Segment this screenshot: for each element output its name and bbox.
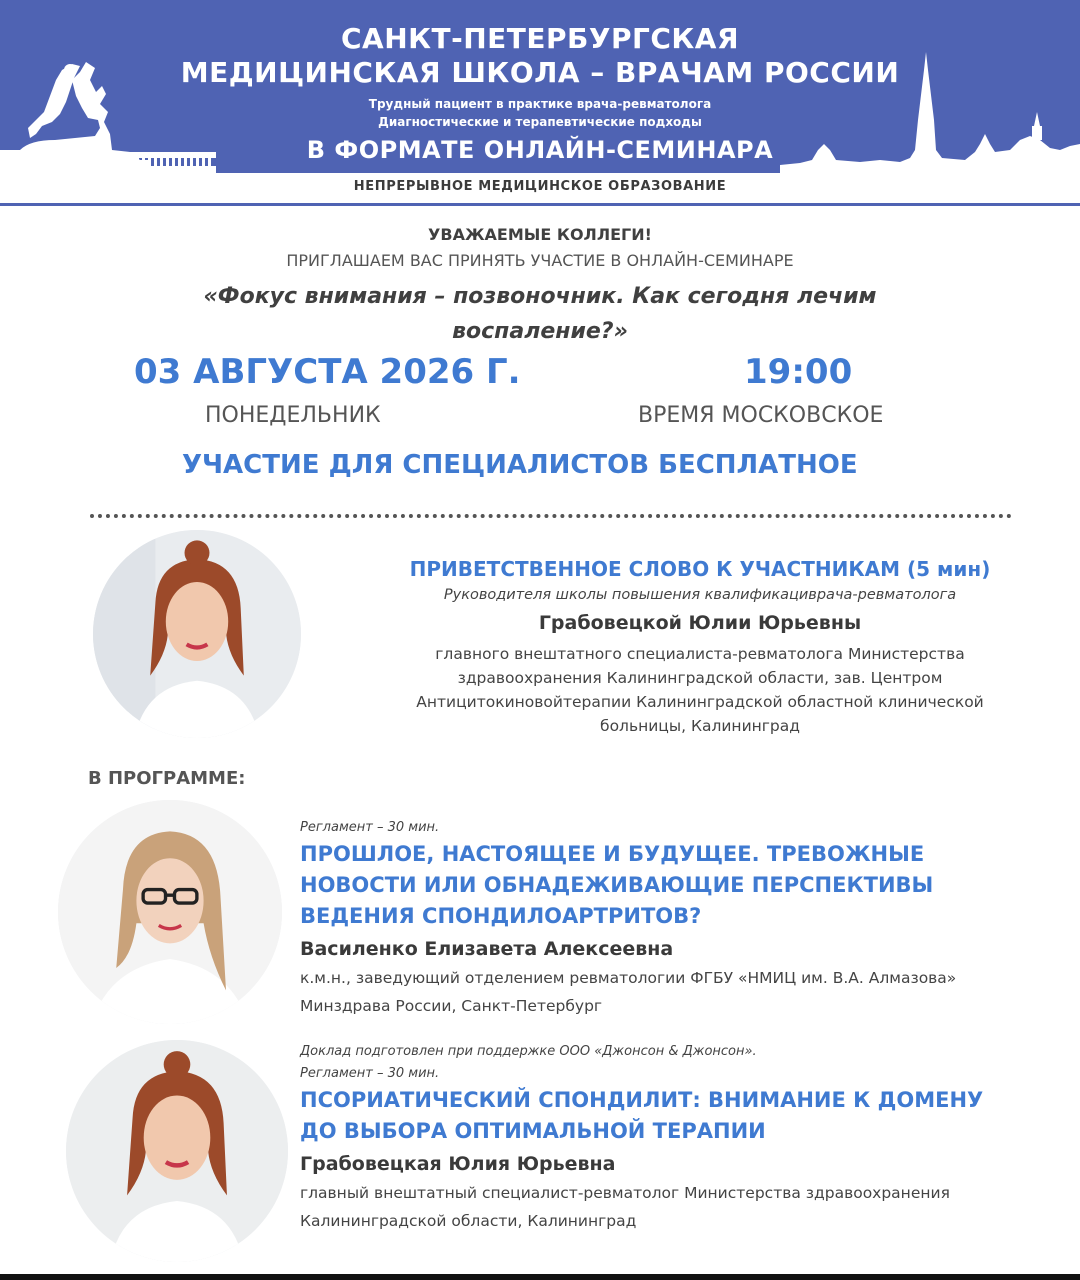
bottom-edge (0, 1274, 1080, 1280)
header-banner (0, 0, 1080, 205)
speaker-portrait-icon (58, 800, 282, 1024)
banner-title-line1: САНКТ-ПЕТЕРБУРГСКАЯ (340, 22, 740, 55)
talk-speaker-description: к.м.н., заведующий отделением ревматологии ФГБУ «НМИЦ им. В.А. Алмазова» Минздрава России, Санкт-Петербург (300, 969, 957, 1015)
event-time: 19:00 (744, 352, 853, 392)
event-date: 03 АВГУСТА 2026 Г. (134, 352, 521, 392)
welcome-role: Руководителя школы повышения квалификациврача-ревматолога (443, 587, 957, 603)
banner-divider (0, 203, 1080, 206)
welcome-speaker-description: главного внештатного специалиста-ревматолога Министерства здравоохранения Калининградской области, зав. Центром Антицитокиновойтерапии Калининградской областной клинической больницы, Калининград (416, 645, 984, 735)
free-participation: УЧАСТИЕ ДЛЯ СПЕЦИАЛИСТОВ БЕСПЛАТНОЕ (182, 450, 858, 480)
speaker-portrait-icon (93, 530, 301, 738)
talk-speaker-description: главный внештатный специалист-ревматолог Министерства здравоохранения Калининградской области, Калининград (300, 1184, 950, 1230)
event-timezone: ВРЕМЯ МОСКОВСКОЕ (638, 403, 884, 428)
event-weekday: ПОНЕДЕЛЬНИК (205, 403, 381, 428)
banner-format: В ФОРМАТЕ ОНЛАЙН-СЕМИНАРА (306, 136, 774, 164)
seminar-topic: «Фокус внимания – позвоночник. Как сегодня лечим воспаление?» (203, 284, 877, 344)
speaker-photo-welcome (93, 530, 301, 738)
banner-subtitle-line2: Диагностические и терапевтические подходы (378, 115, 702, 129)
talk-speaker-name: Василенко Елизавета Алексеевна (300, 938, 674, 960)
talk-reglament: Регламент – 30 мин. (300, 1066, 440, 1081)
program-talk-1 (300, 817, 1000, 1020)
welcome-speaker-name: Грабовецкой Юлии Юрьевны (538, 612, 862, 634)
speaker-photo-talk-2 (66, 1040, 288, 1262)
dotted-divider (90, 514, 1012, 518)
banner-nmo: НЕПРЕРЫВНОЕ МЕДИЦИНСКОЕ ОБРАЗОВАНИЕ (353, 179, 727, 194)
welcome-title: ПРИВЕТСТВЕННОЕ СЛОВО К УЧАСТНИКАМ (5 мин) (409, 557, 991, 581)
talk-title: ПСОРИАТИЧЕСКИЙ СПОНДИЛИТ: ВНИМАНИЕ К ДОМЕНУ ДО ВЫБОРА ОПТИМАЛЬНОЙ ТЕРАПИИ (300, 1088, 984, 1143)
banner-subtitle-line1: Трудный пациент в практике врача-ревматолога (368, 97, 712, 111)
greeting: УВАЖАЕМЫЕ КОЛЛЕГИ! (428, 225, 652, 244)
speaker-portrait-icon (66, 1040, 288, 1262)
speaker-photo-talk-1 (58, 800, 282, 1024)
talk-sponsor-note: Доклад подготовлен при поддержке ООО «Джонсон & Джонсон». (300, 1044, 757, 1059)
program-talk-2 (300, 1041, 1000, 1235)
talk-reglament: Регламент – 30 мин. (300, 820, 440, 835)
program-heading: В ПРОГРАММЕ: (88, 768, 246, 789)
talk-speaker-name: Грабовецкая Юлия Юрьевна (300, 1153, 616, 1175)
invitation-text: ПРИГЛАШАЕМ ВАС ПРИНЯТЬ УЧАСТИЕ В ОНЛАЙН-СЕМИНАРЕ (286, 251, 794, 270)
banner-title-line2: МЕДИЦИНСКАЯ ШКОЛА – ВРАЧАМ РОССИИ (180, 56, 900, 89)
talk-title: ПРОШЛОЕ, НАСТОЯЩЕЕ И БУДУЩЕЕ. ТРЕВОЖНЫЕ НОВОСТИ ИЛИ ОБНАДЕЖИВАЮЩИЕ ПЕРСПЕКТИВЫ ВЕДЕНИЯ СПОНДИЛОАРТРИТОВ? (300, 842, 934, 928)
